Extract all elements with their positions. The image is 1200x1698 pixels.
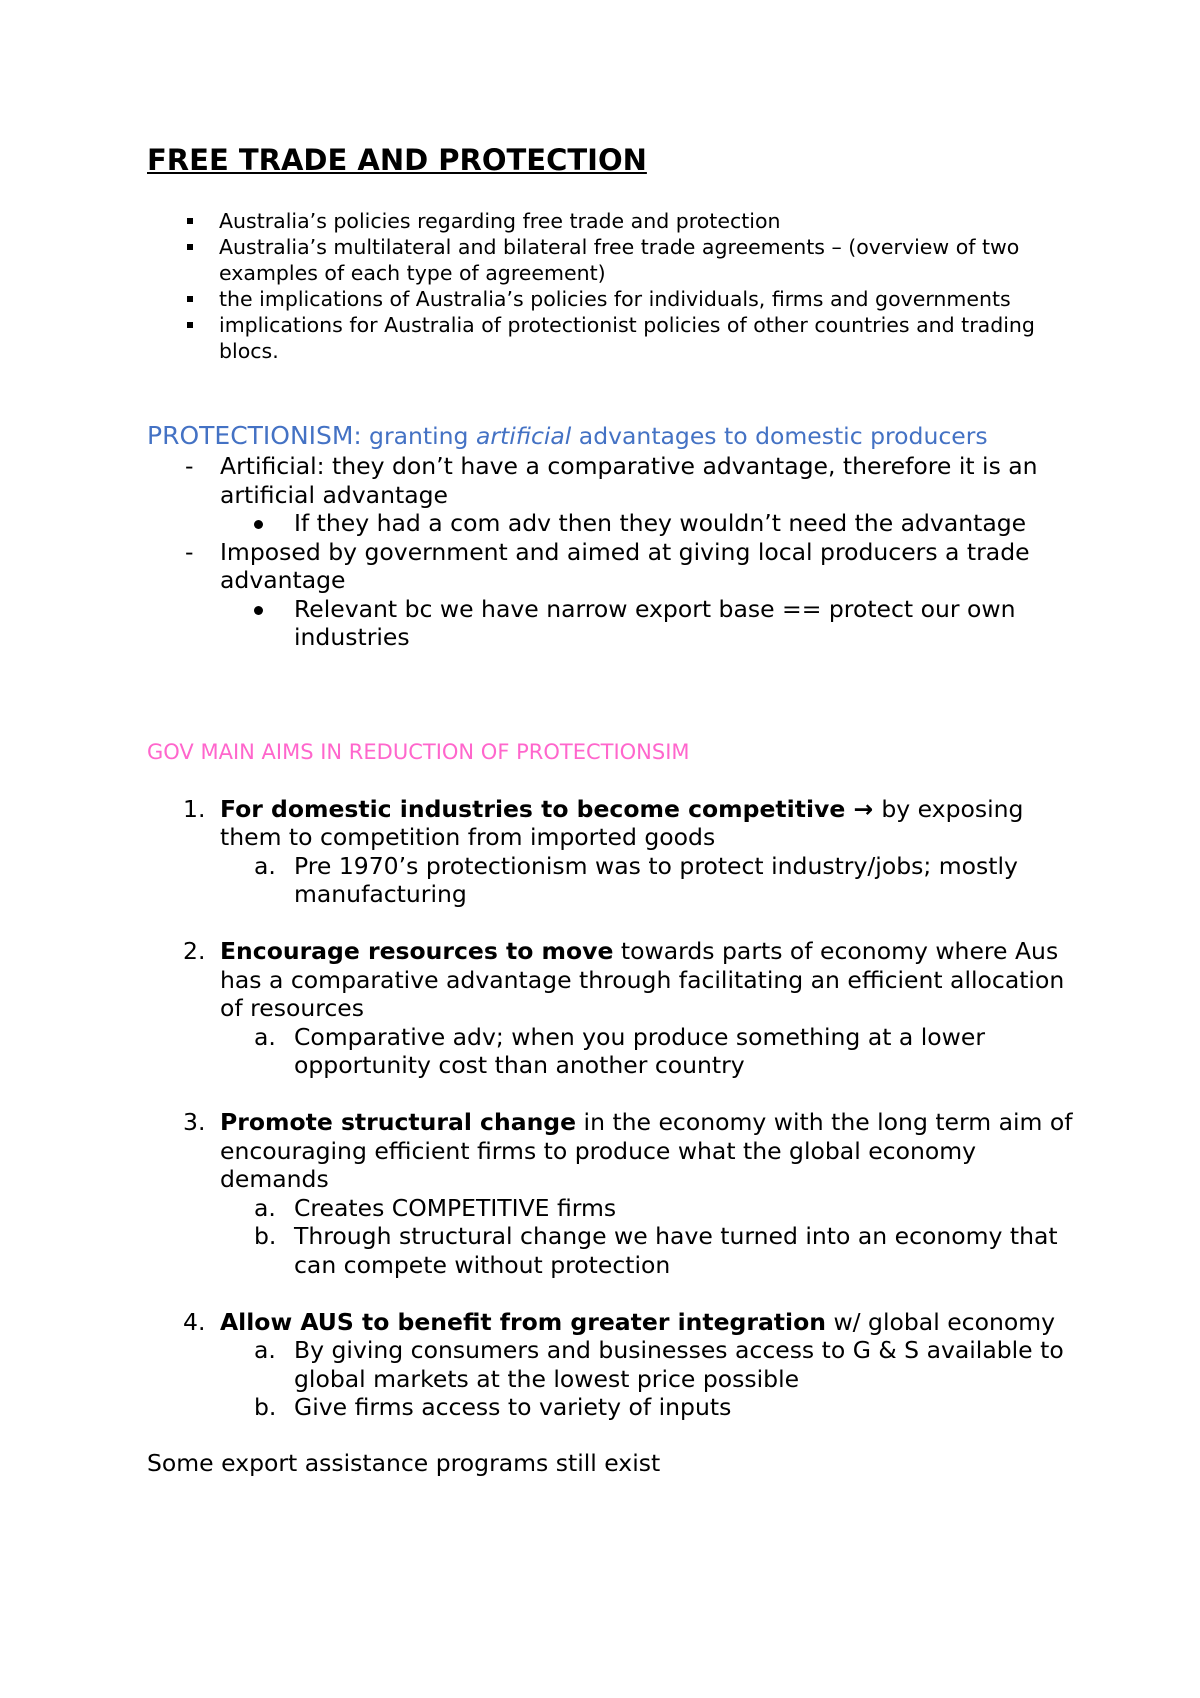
syllabus-item: implications for Australia of protectionist policies of other countries and trading blocs. [147,312,1077,364]
protectionism-points [147,452,1077,652]
aim-item: 3. Promote structural change in the economy with the long term aim of encouraging efficient firms to produce what the global economy demands a. Creates COMPETITIVE firms b. Through structural change we have turned into an economy that can compete without protection [147,1108,1077,1279]
arrow-right-icon: → [845,794,882,823]
closing-note: Some export assistance programs still exist [147,1449,661,1477]
square-bullet-icon [187,218,193,224]
dash-bullet-icon: - [185,452,194,480]
square-bullet-icon [187,244,193,250]
document-title: FREE TRADE AND PROTECTION [147,143,647,177]
aim-sub-list [220,1023,1077,1080]
aim-sub-item: a. By giving consumers and businesses access to G & S available to global markets at the lowest price possible [254,1336,1064,1393]
aim-sub-item: a. Pre 1970’s protectionism was to protect industry/jobs; mostly manufacturing [254,851,1018,908]
square-bullet-icon [187,322,193,328]
protectionism-definition: PROTECTIONISM: granting artificial advantages to domestic producers [147,421,988,450]
aim-sub-item: a. Comparative adv; when you produce something at a lower opportunity cost than another country [254,1022,986,1079]
square-bullet-icon [187,296,193,302]
aim-sub-item: b. Through structural change we have turned into an economy that can compete without protection [254,1222,1058,1279]
aim-sub-item: a. Creates COMPETITIVE firms [254,1193,617,1222]
aim-sub-list [220,852,1077,909]
sub-point: Relevant bc we have narrow export base == protect our own industries [220,595,1077,652]
document-page [147,140,1077,1478]
aims-list [147,795,1077,1422]
dash-bullet-icon: - [185,537,194,566]
emphasis-artificial: artificial [475,422,572,450]
syllabus-item: Australia’s multilateral and bilateral free trade agreements – (overview of two examples of each type of agreement) [147,234,1077,286]
aim-sub-list [220,1194,1077,1280]
protectionism-point: - Artificial: they don’t have a comparative advantage, therefore it is an artificial advantage If they had a com adv then they wouldn’t need the advantage [147,452,1077,538]
syllabus-list [147,208,1077,364]
sub-point-list [220,509,1077,538]
aim-item: 1. For domestic industries to become competitive → by exposing them to competition from imported goods a. Pre 1970’s protectionism was to protect industry/jobs; mostly manufacturing [147,795,1077,909]
syllabus-item: the implications of Australia’s policies for individuals, firms and governments [147,286,1077,312]
dot-bullet-icon [254,520,263,529]
sub-point: If they had a com adv then they wouldn’t need the advantage [220,509,1077,538]
aim-item: 2. Encourage resources to move towards parts of economy where Aus has a comparative advantage through facilitating an efficient allocation of resources a. Comparative adv; when you produce something at a lower opportunity cost than another country [147,937,1077,1080]
syllabus-item: Australia’s policies regarding free trade and protection [147,208,1077,234]
aim-sub-item: b. Give firms access to variety of inputs [254,1393,732,1421]
protectionism-point: - Imposed by government and aimed at giving local producers a trade advantage Relevant bc we have narrow export base == protect our own industries [147,538,1077,652]
aim-sub-list [220,1336,1077,1422]
aims-heading: GOV MAIN AIMS IN REDUCTION OF PROTECTIONSIM [147,739,690,764]
sub-point-list [220,595,1077,652]
aim-item: 4. Allow AUS to benefit from greater integration w/ global economy a. By giving consumers and businesses access to G & S available to global markets at the lowest price possible b. Give firms access to variety of inputs [147,1308,1077,1422]
dot-bullet-icon [254,606,263,615]
protectionism-term: PROTECTIONISM [147,421,354,450]
